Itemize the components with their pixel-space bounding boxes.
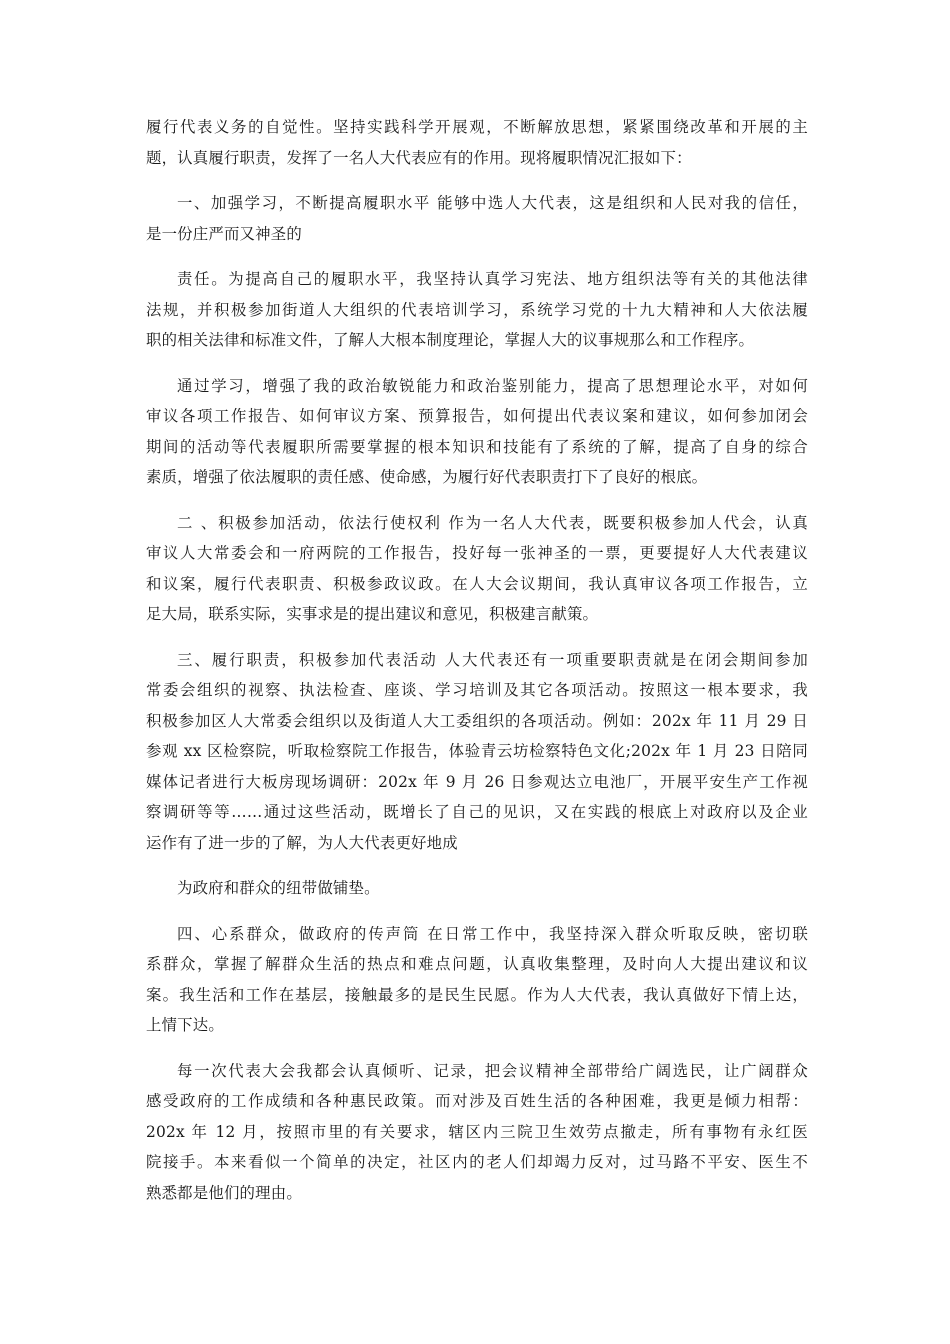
text-line: 是一份庄严而又神圣的	[146, 224, 302, 243]
text-line: 积极参加区人大常委会组织以及街道人大工委组织的各项活动。例如：202x 年 11 月 29 日	[146, 711, 808, 730]
text-line: 题，认真履行职责，发挥了一名人大代表应有的作用。现将履职情况汇报如下：	[146, 148, 692, 167]
text-line: 素质，增强了依法履职的责任感、使命感，为履行好代表职责打下了良好的根底。	[146, 468, 708, 486]
text-line: 院接手。本来看似一个简单的决定，社区内的老人们却竭力反对，过马路不平安、医生不	[146, 1153, 808, 1171]
text-line: 责任。为提高自己的履职水平，我坚持认真学习宪法、地方组织法等有关的其他法律	[177, 270, 808, 288]
text-line: 和议案，履行代表职责、积极参政议政。在人大会议期间，我认真审议各项工作报告，立	[146, 574, 808, 593]
text-line: 职的相关法律和标准文件，了解人大根本制度理论，掌握人大的议事规那么和工作程序。	[146, 331, 755, 349]
text-line: 每一次代表大会我都会认真倾听、记录，把会议精神全部带给广阔选民，让广阔群众	[177, 1061, 808, 1080]
text-line: 系群众，掌握了解群众生活的热点和难点问题，认真收集整理，及时向人大提出建议和议	[146, 955, 808, 973]
text-line: 常委会组织的视察、执法检查、座谈、学习培训及其它各项活动。按照这一根本要求，我	[146, 681, 808, 699]
text-line: 期间的活动等代表履职所需要掌握的根本知识和技能有了系统的了解，提高了自身的综合	[146, 437, 808, 456]
text-line: 法规，并积极参加街道人大组织的代表培训学习，系统学习党的十九大精神和人大依法履	[146, 300, 808, 319]
paragraph-bridge	[146, 873, 808, 904]
text-line: 二 、积极参加活动，依法行使权利 作为一名人大代表，既要积极参加人代会，认真	[177, 513, 808, 532]
paragraph-responsibility	[146, 264, 808, 356]
text-line: 审议人大常委会和一府两院的工作报告，投好每一张神圣的一票，更要提好人大代表建议	[146, 544, 808, 562]
text-line: 履行代表义务的自觉性。坚持实践科学开展观，不断解放思想，紧紧围绕改革和开展的主	[146, 118, 808, 136]
paragraph-study-results	[146, 371, 808, 493]
text-line: 为政府和群众的纽带做铺垫。	[177, 879, 380, 897]
text-line: 案。我生活和工作在基层，接触最多的是民生民愿。作为人大代表，我认真做好下情上达，	[146, 985, 808, 1004]
paragraph-section-4	[146, 919, 808, 1041]
text-line: 审议各项工作报告、如何审议方案、预算报告，如何提出代表议案和建议，如何参加闭会	[146, 407, 808, 425]
text-line: 感受政府的工作成绩和各种惠民政策。而对涉及百姓生活的各种困难，我更是倾力相帮：	[146, 1092, 808, 1110]
text-line: 四、心系群众，做政府的传声筒 在日常工作中，我坚持深入群众听取反映，密切联	[177, 924, 808, 943]
text-line: 上情下达。	[146, 1016, 224, 1034]
paragraph-intro	[146, 112, 808, 173]
paragraph-section-2	[146, 508, 808, 630]
text-line: 通过学习，增强了我的政治敏锐能力和政治鉴别能力，提高了思想理论水平，对如何	[177, 376, 808, 395]
text-line: 察调研等等……通过这些活动，既增长了自己的见识，又在实践的根底上对政府以及企业	[146, 803, 808, 821]
text-line: 足大局，联系实际，实事求是的提出建议和意见，积极建言献策。	[146, 605, 599, 623]
paragraph-section-3	[146, 645, 808, 859]
document-page	[146, 112, 808, 1223]
text-line: 熟悉都是他们的理由。	[146, 1183, 302, 1202]
text-line: 202x 年 12 月，按照市里的有关要求，辖区内三院卫生效劳点撤走，所有事物有永红医	[146, 1122, 808, 1141]
text-line: 参观 xx 区检察院，听取检察院工作报告，体验青云坊检察特色文化;202x 年 1 月 23 日陪同	[146, 742, 808, 760]
text-line: 三、履行职责，积极参加代表活动 人大代表还有一项重要职责就是在闭会期间参加	[177, 650, 808, 669]
text-line: 一、加强学习，不断提高履职水平 能够中选人大代表，这是组织和人民对我的信任，	[177, 194, 808, 212]
text-line: 媒体记者进行大板房现场调研：202x 年 9 月 26 日参观达立电池厂，开展平安生产工作视	[146, 772, 808, 791]
paragraph-section-1-heading	[146, 188, 808, 249]
paragraph-congress-meetings	[146, 1056, 808, 1209]
text-line: 运作有了进一步的了解，为人大代表更好地成	[146, 833, 458, 852]
